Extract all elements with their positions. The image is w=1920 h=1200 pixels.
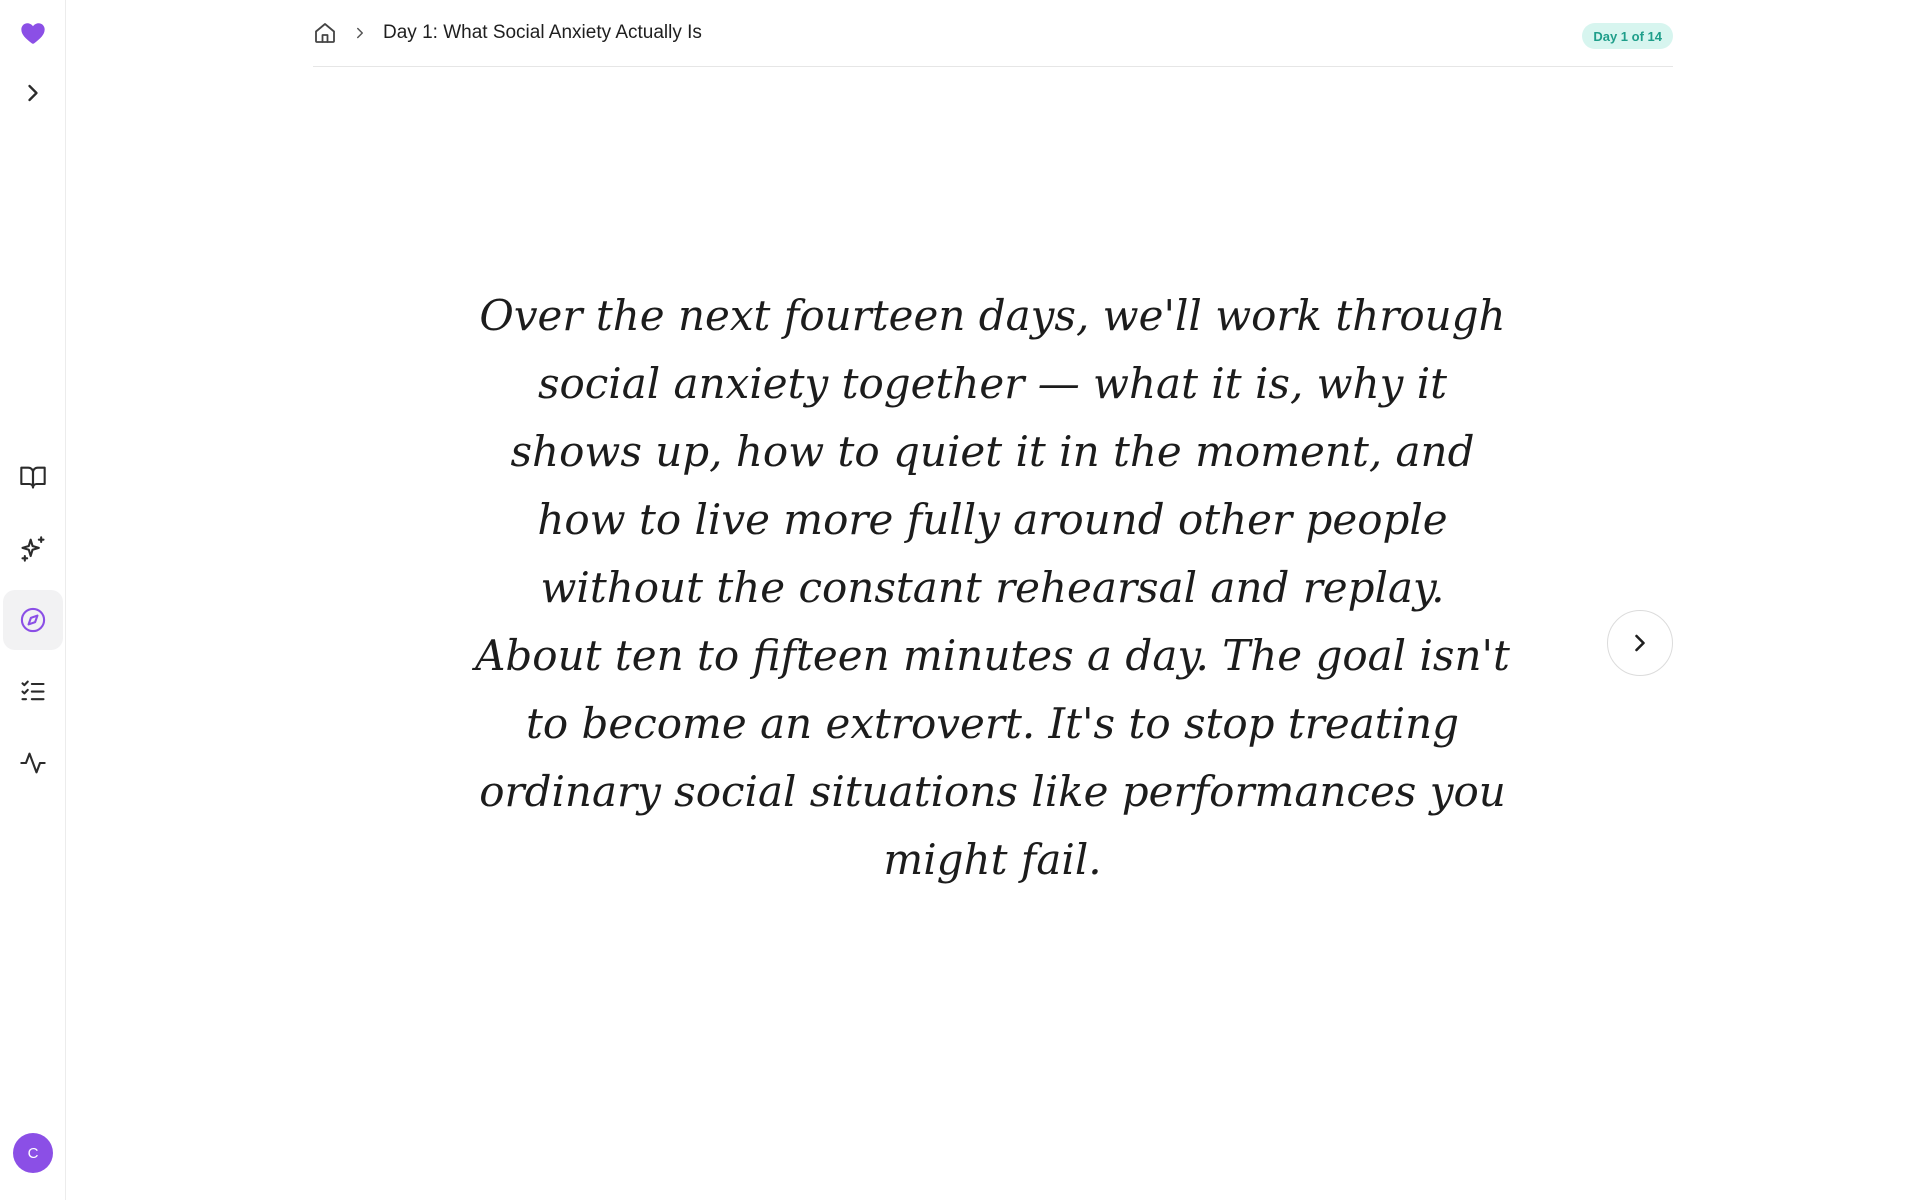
compass-icon bbox=[19, 606, 47, 634]
nav-tasks[interactable] bbox=[3, 661, 63, 721]
day-progress-badge: Day 1 of 14 bbox=[1582, 23, 1673, 49]
expand-sidebar-button[interactable] bbox=[3, 63, 63, 123]
sidebar bbox=[0, 0, 66, 1200]
list-checks-icon bbox=[19, 677, 47, 705]
heart-icon bbox=[19, 19, 47, 47]
home-icon bbox=[313, 21, 337, 45]
lesson-quote: Over the next fourteen days, we'll work through social anxiety together — what it is, why it shows up, how to quiet it in the moment, and how to live more fully around other people without the constant rehearsal and replay. About ten to fifteen minutes a day. The goal isn't to become an extrovert. It's to stop treating ordinary social situations like performances you might fail. bbox=[475, 291, 1510, 884]
book-open-icon bbox=[19, 463, 47, 491]
nav-sparkles[interactable] bbox=[3, 519, 63, 579]
app-logo[interactable] bbox=[3, 3, 63, 63]
activity-icon bbox=[19, 749, 47, 777]
nav-explore[interactable] bbox=[3, 590, 63, 650]
home-button[interactable] bbox=[313, 21, 337, 45]
nav-activity[interactable] bbox=[3, 733, 63, 793]
chevron-right-icon bbox=[19, 79, 47, 107]
sparkles-icon bbox=[19, 535, 47, 563]
nav-library[interactable] bbox=[3, 447, 63, 507]
page-title: Day 1: What Social Anxiety Actually Is bbox=[383, 22, 702, 43]
breadcrumb bbox=[313, 0, 1673, 67]
avatar-initial: C bbox=[27, 1144, 39, 1162]
chevron-right-icon bbox=[351, 24, 369, 42]
next-slide-button[interactable] bbox=[1607, 610, 1673, 676]
chevron-right-icon bbox=[1626, 629, 1654, 657]
user-avatar[interactable] bbox=[13, 1133, 53, 1173]
breadcrumb-separator bbox=[351, 24, 369, 42]
